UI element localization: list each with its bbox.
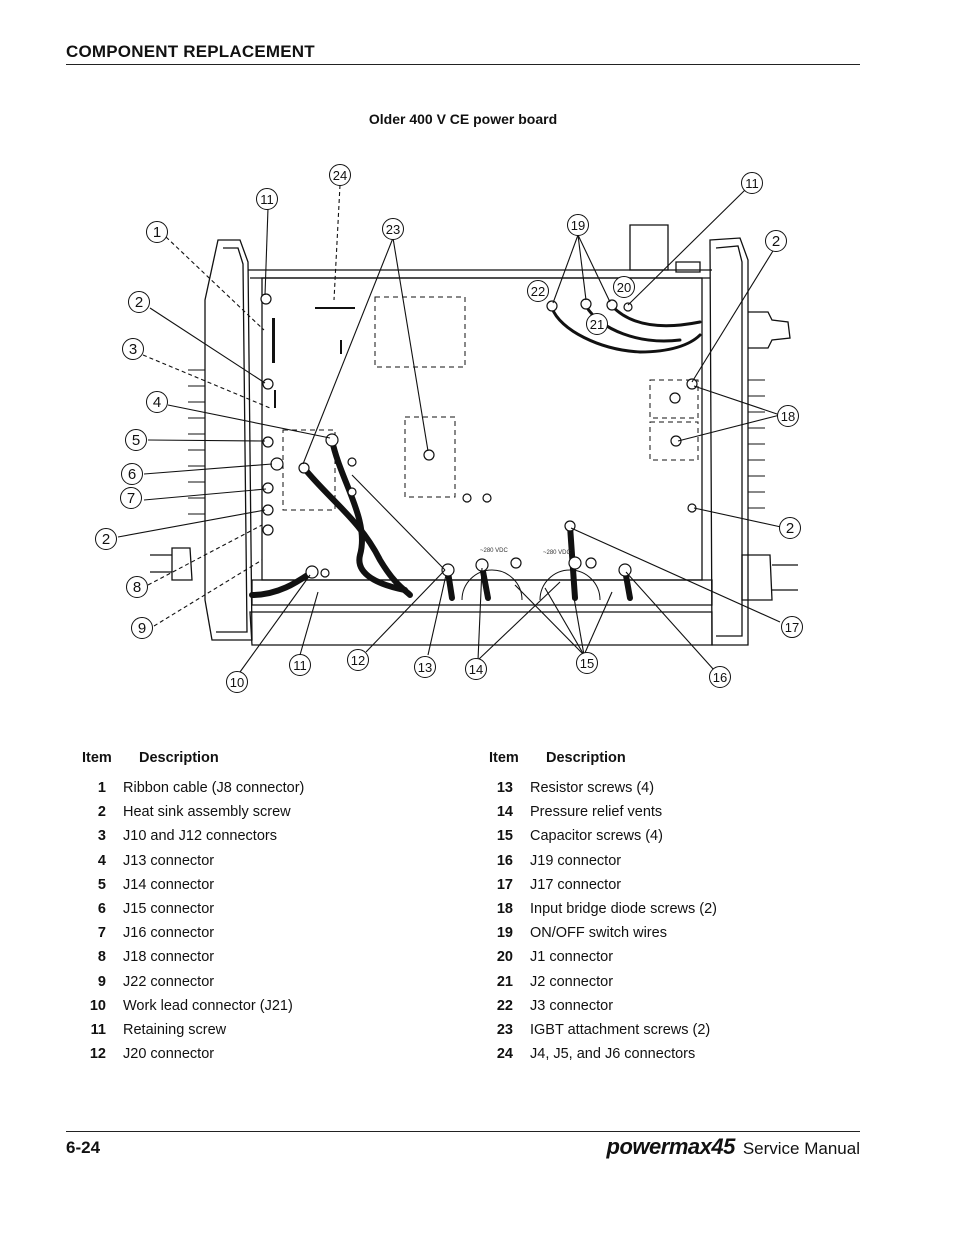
callout-label: 6 [127, 466, 137, 483]
callout-21 [587, 314, 608, 335]
legend-row [66, 1046, 446, 1070]
legend-item-description: Resistor screws (4) [530, 780, 655, 796]
col-description-header: Description [139, 750, 219, 766]
col-description-header: Description [546, 750, 626, 766]
legend-row [473, 877, 853, 901]
callout-11 [257, 189, 278, 210]
callout-label: 2 [785, 520, 795, 537]
legend-row [473, 828, 853, 852]
legend-item-description: J1 connector [530, 949, 614, 966]
manual-title: Service Manual [742, 1139, 860, 1158]
callout-label: 4 [152, 394, 162, 411]
legend-row [473, 1022, 853, 1046]
callout-label: 15 [579, 656, 595, 671]
callout-1 [147, 222, 168, 243]
legend-row [473, 949, 853, 973]
callout-label: 18 [780, 409, 796, 424]
callout-24 [330, 165, 351, 186]
wiring-harness [252, 306, 700, 598]
legend-item-number: 8 [97, 949, 106, 966]
legend-row [473, 1046, 853, 1070]
legend-header [473, 750, 853, 780]
callout-label: 24 [332, 168, 348, 183]
legend-row [66, 780, 446, 804]
legend-row [66, 901, 446, 925]
legend-item-number: 11 [90, 1021, 106, 1038]
legend-item-number: 9 [97, 973, 106, 990]
legend-row [473, 901, 853, 925]
legend-item-description: J18 connector [123, 949, 215, 966]
callout-8 [127, 577, 148, 598]
legend-item-number: 4 [97, 852, 106, 869]
callout-15 [577, 653, 598, 674]
legend-item-description: J4, J5, and J6 connectors [530, 1046, 696, 1063]
legend-item-number: 3 [97, 828, 106, 845]
callout-23 [383, 219, 404, 240]
brand-logo: powermax45 [606, 1134, 735, 1159]
callout-label: 1 [152, 224, 162, 241]
legend-item-number: 5 [97, 876, 106, 893]
vdc-label-left: ~280 VDC [480, 548, 508, 554]
legend-row [473, 998, 853, 1022]
callout-11 [742, 173, 763, 194]
callout-19 [568, 215, 589, 236]
callout-label: 2 [134, 294, 144, 311]
callout-label: 7 [126, 490, 136, 507]
callout-2 [96, 529, 117, 550]
callout-label: 3 [128, 341, 138, 358]
legend-item-description: J15 connector [123, 900, 215, 917]
callout-14 [466, 659, 487, 680]
callout-label: 9 [137, 620, 147, 637]
callout-label: 5 [131, 432, 141, 449]
legend-item-description: J22 connector [123, 973, 215, 990]
legend-item-number: 19 [496, 925, 513, 942]
callout-label: 16 [712, 670, 728, 685]
callout-label: 23 [385, 222, 401, 237]
legend-item-number: 10 [89, 997, 106, 1014]
callout-20 [614, 277, 635, 298]
callout-4 [147, 392, 168, 413]
figure-title: Older 400 V CE power board [368, 111, 558, 127]
legend-item-description: Capacitor screws (4) [530, 828, 663, 845]
legend-row [66, 877, 446, 901]
callout-label: 21 [589, 317, 605, 332]
callout-label: 13 [417, 660, 433, 675]
legend-item-number: 1 [97, 780, 106, 796]
legend-item-description: ON/OFF switch wires [530, 925, 667, 942]
legend-item-description: Work lead connector (J21) [123, 997, 293, 1014]
callout-10 [227, 672, 248, 693]
section-title: COMPONENT REPLACEMENT [66, 42, 315, 61]
col-item-header: Item [82, 750, 112, 766]
legend-item-number: 24 [496, 1046, 513, 1063]
page-number: 6-24 [66, 1138, 101, 1157]
legend-row [66, 804, 446, 828]
callout-label: 20 [616, 280, 632, 295]
legend-item-number: 23 [496, 1021, 513, 1038]
callout-label: 2 [771, 233, 781, 250]
callout-12 [348, 650, 369, 671]
callout-9 [132, 618, 153, 639]
legend-item-description: J10 and J12 connectors [123, 828, 277, 845]
callout-numbers [96, 165, 803, 693]
footer-brand [607, 1134, 860, 1160]
legend-item-description: J2 connector [530, 973, 614, 990]
legend-item-number: 6 [97, 900, 106, 917]
callout-label: 11 [260, 192, 274, 207]
vdc-label-right: ~280 VDC [543, 550, 571, 556]
legend-row [473, 804, 853, 828]
callout-label: 17 [784, 620, 800, 635]
legend-item-description: J14 connector [123, 876, 215, 893]
legend-row [66, 998, 446, 1022]
legend-item-description: Heat sink assembly screw [123, 804, 291, 821]
callout-label: 22 [530, 284, 546, 299]
legend-item-number: 16 [496, 852, 513, 869]
callout-11 [290, 655, 311, 676]
legend-item-description: Input bridge diode screws (2) [530, 900, 717, 917]
connector-pin-strips [272, 307, 355, 408]
callout-2 [780, 518, 801, 539]
legend-item-description: Retaining screw [123, 1021, 227, 1038]
legend-table-left [66, 750, 446, 1070]
legend-row [66, 828, 446, 852]
callout-label: 11 [293, 658, 307, 673]
callout-17 [782, 617, 803, 638]
legend-item-number: 2 [97, 804, 106, 821]
legend-item-number: 20 [496, 949, 513, 966]
legend-row [473, 780, 853, 804]
callout-16 [710, 667, 731, 688]
legend-row [66, 925, 446, 949]
legend-item-number: 22 [496, 997, 513, 1014]
callout-label: 12 [350, 653, 366, 668]
callout-22 [528, 281, 549, 302]
legend-item-description: IGBT attachment screws (2) [530, 1021, 711, 1038]
footer-divider [66, 1131, 860, 1132]
legend-item-description: J19 connector [530, 852, 622, 869]
callout-label: 11 [745, 176, 759, 191]
legend-item-number: 21 [496, 973, 513, 990]
callout-2 [766, 231, 787, 252]
callout-label: 14 [468, 662, 484, 677]
legend-item-number: 13 [496, 780, 513, 796]
legend-item-number: 7 [97, 925, 106, 942]
legend-row [473, 925, 853, 949]
legend-row [66, 1022, 446, 1046]
legend-item-description: J17 connector [530, 876, 622, 893]
callout-label: 8 [132, 579, 142, 596]
legend-item-description: J20 connector [123, 1046, 215, 1063]
callout-2 [129, 292, 150, 313]
legend-item-description: J16 connector [123, 925, 215, 942]
callout-label: 19 [570, 218, 586, 233]
callout-18 [778, 406, 799, 427]
legend-row [66, 974, 446, 998]
legend-item-number: 14 [496, 804, 513, 821]
legend-item-description: Ribbon cable (J8 connector) [123, 780, 305, 796]
legend-item-number: 17 [496, 876, 513, 893]
callout-label: 2 [101, 531, 111, 548]
legend-item-description: J13 connector [123, 852, 215, 869]
legend-row [66, 949, 446, 973]
legend-header [66, 750, 446, 780]
callout-3 [123, 339, 144, 360]
callout-7 [121, 488, 142, 509]
legend-item-number: 12 [89, 1046, 106, 1063]
legend-table-right [473, 750, 853, 1070]
callout-6 [122, 464, 143, 485]
legend-item-number: 18 [496, 900, 513, 917]
legend-row [66, 853, 446, 877]
callout-label: 10 [229, 675, 245, 690]
col-item-header: Item [489, 750, 519, 766]
callout-5 [126, 430, 147, 451]
legend-item-number: 15 [496, 828, 513, 845]
legend-row [473, 853, 853, 877]
callout-13 [415, 657, 436, 678]
legend-item-description: Pressure relief vents [530, 804, 663, 821]
legend-item-description: J3 connector [530, 997, 614, 1014]
legend-row [473, 974, 853, 998]
